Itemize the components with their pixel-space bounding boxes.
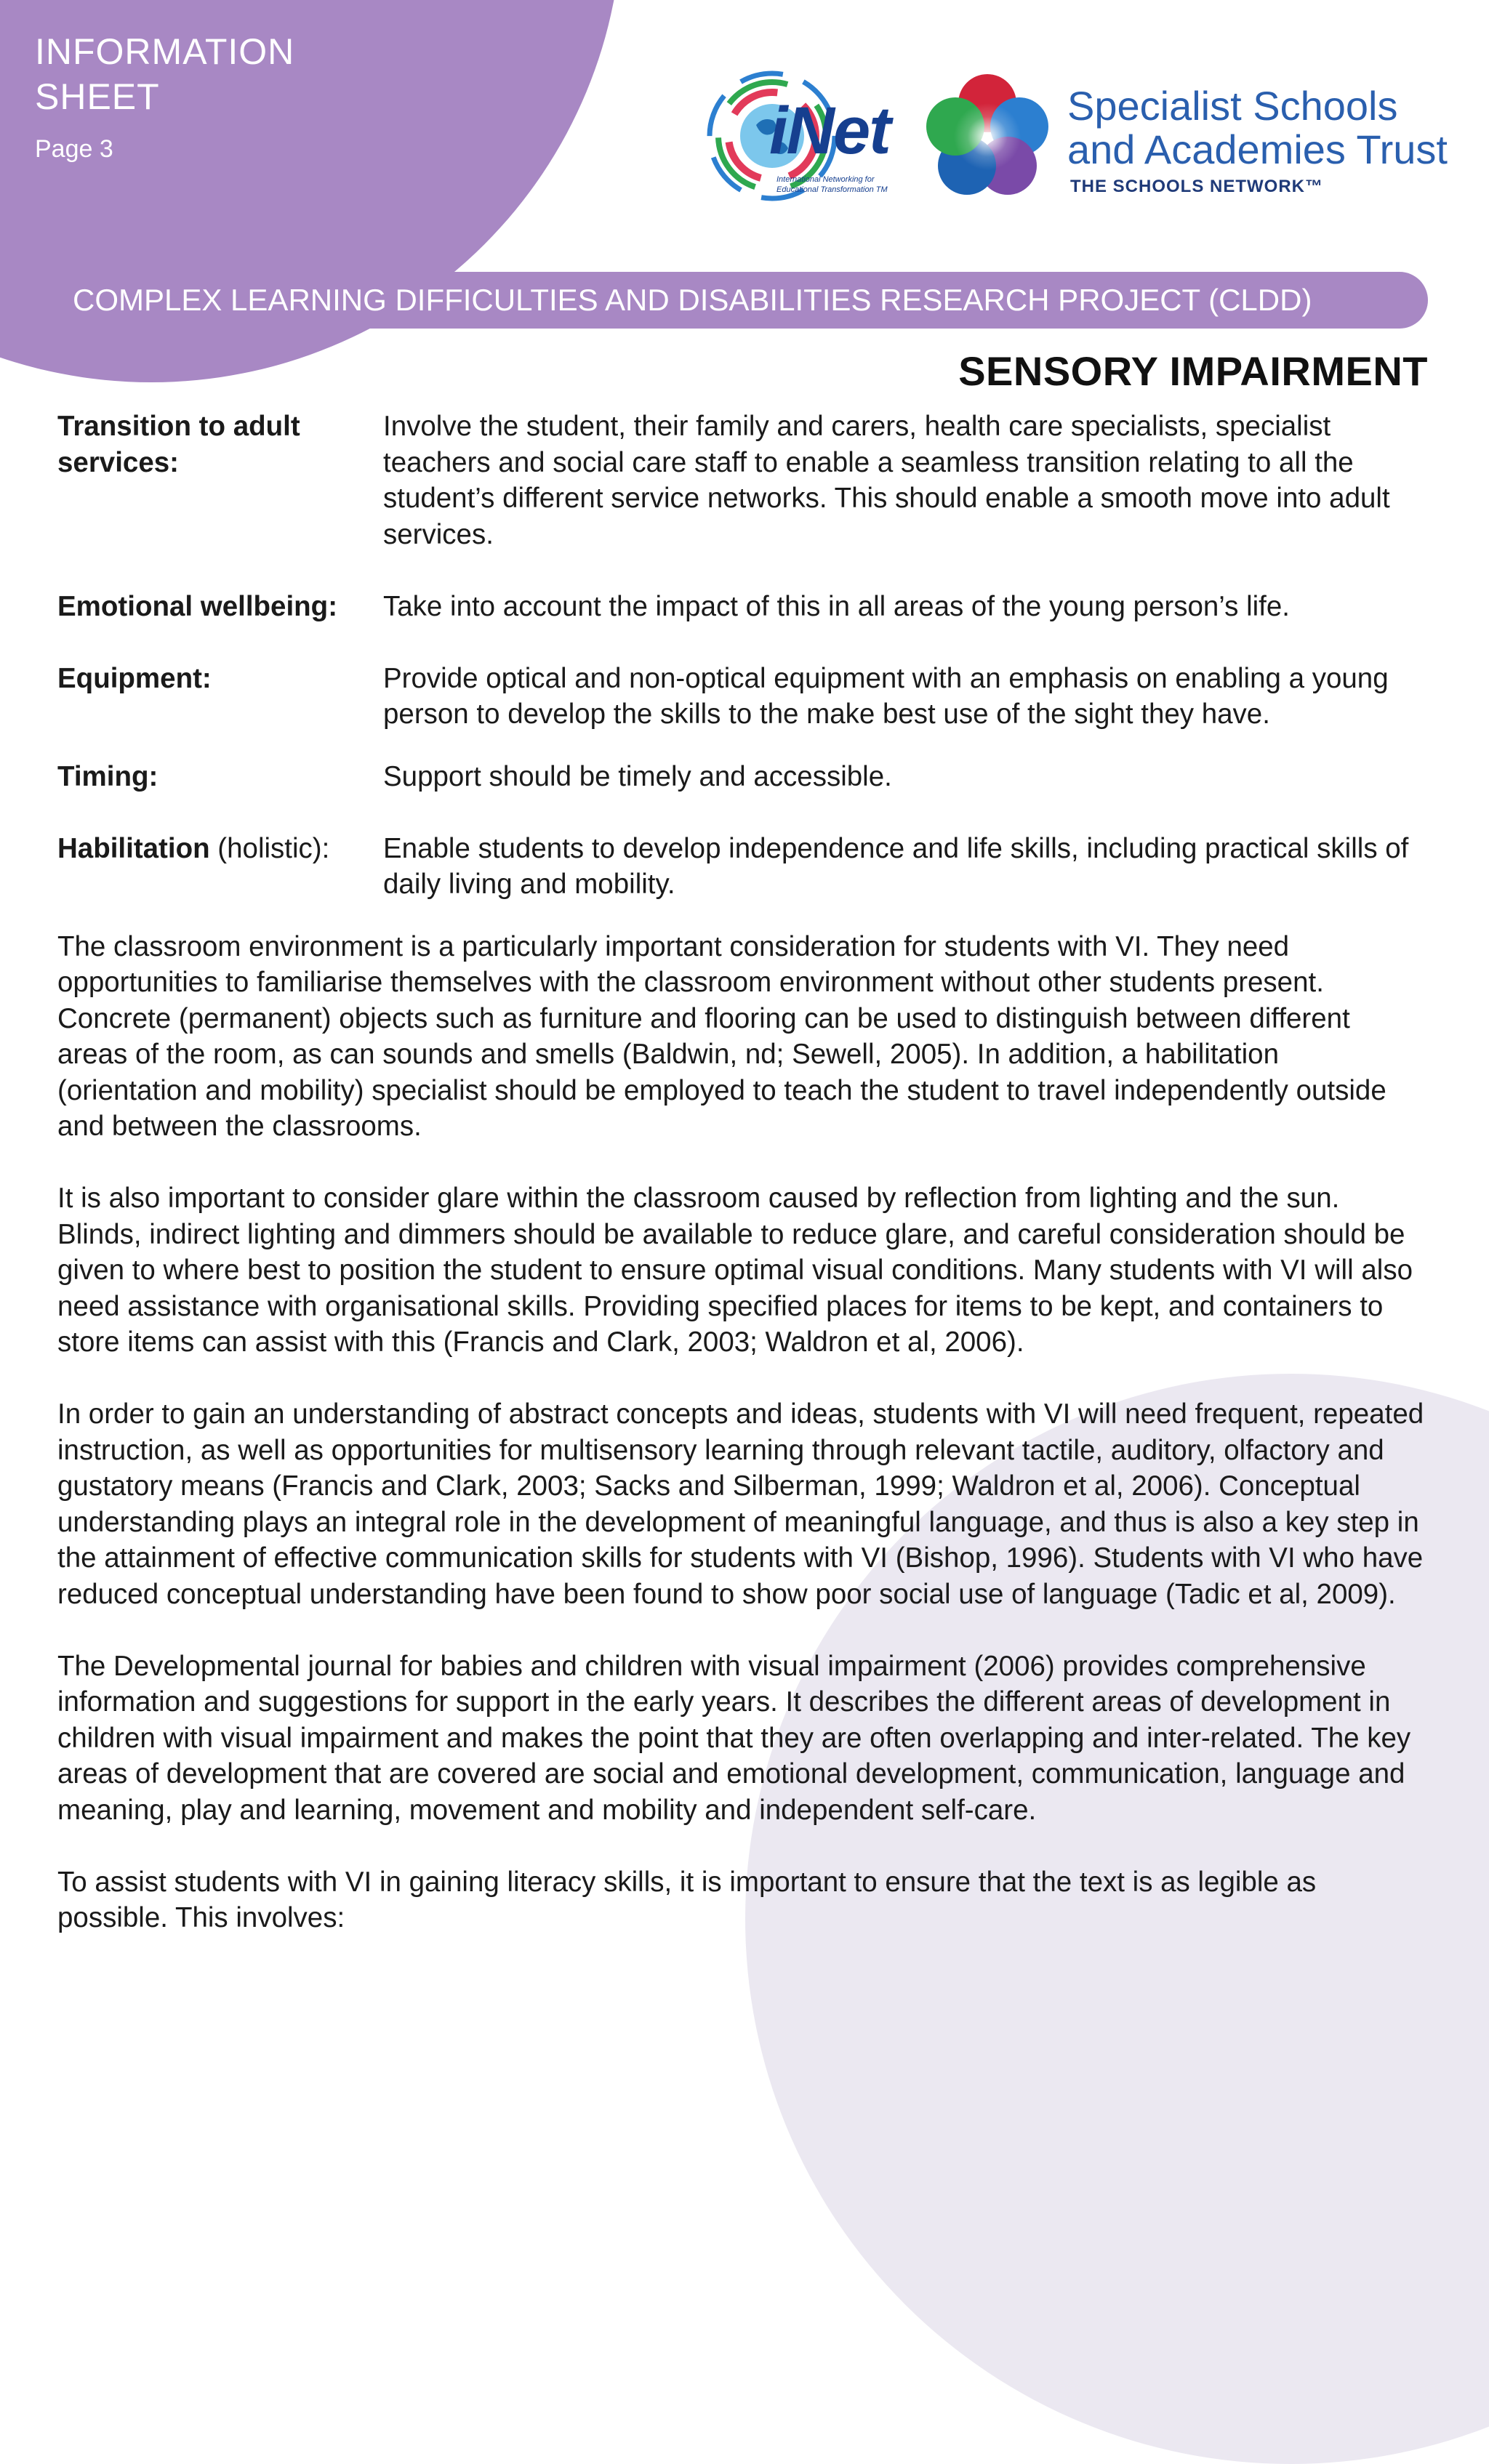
paragraph: To assist students with VI in gaining literacy skills, it is important to ensure that the text is as legible as possible. This involves:	[57, 1866, 1317, 1933]
inet-wordmark: iNet	[769, 94, 890, 168]
paragraph: The Developmental journal for babies and children with visual impairment (2006) provides comprehensive information and suggestions for support in the early years. It describes the different areas of development in children with visual impairment and makes the point that they are often overlapping and inter-related. The key areas of development that are covered are social and emotional development, communication, language and meaning, play and learning, movement and mobility and independent self-care.	[57, 1650, 1411, 1826]
definition-term: Equipment:	[57, 662, 212, 694]
ssat-name: Specialist Schools and Academies Trust	[1067, 83, 1448, 172]
paragraph: The classroom environment is a particularly important consideration for students with VI. They need opportunities to familiarise themselves with the classroom environment without other students present. Concrete (permanent) objects such as furniture and flooring can be used to distinguish between different areas of the room, as can sounds and smells (Baldwin, nd; Sewell, 2005). In addition, a habilitation (orientation and mobility) specialist should be employed to teach the student to travel independently outside and between the classrooms.	[57, 930, 1386, 1142]
definition-description: Support should be timely and accessible.	[383, 760, 892, 792]
definition-description: Provide optical and non-optical equipment with an emphasis on enabling a young person to develop the skills to the make best use of the sight they have.	[383, 662, 1389, 730]
definition-term: Habilitation (holistic):	[57, 832, 330, 864]
page-title: SENSORY IMPAIRMENT	[958, 348, 1428, 394]
content	[57, 408, 1424, 1936]
ssat-network-label: THE SCHOOLS NETWORK™	[1070, 177, 1323, 196]
definition-row	[57, 661, 1424, 733]
project-banner	[44, 272, 1428, 329]
inet-logo	[705, 67, 894, 205]
page-number: Page 3	[35, 135, 113, 163]
definition-row	[57, 831, 1424, 903]
definition-term: Timing:	[57, 760, 158, 792]
definition-term: Emotional wellbeing:	[57, 590, 338, 622]
definition-description: Enable students to develop independence and life skills, including practical skills of daily living and mobility.	[383, 832, 1409, 900]
definition-description: Involve the student, their family and carers, health care specialists, specialist teachers and social care staff to enable a seamless transition relating to all the student’s different service networks. This should enable a smooth move into adult services.	[383, 411, 1390, 550]
definition-row	[57, 759, 1424, 795]
definition-row	[57, 589, 1424, 625]
paragraph: It is also important to consider glare within the classroom caused by reflection from lighting and the sun. Blinds, indirect lighting and dimmers should be available to reduce glare, and careful consideration should be given to where best to position the student to ensure optimal visual conditions. Many students with VI will also need assistance with organisational skills. Providing specified places for items to be kept, and containers to store items can assist with this (Francis and Clark, 2003; Waldron et al, 2006).	[57, 1183, 1413, 1358]
info-sheet-label	[35, 29, 294, 119]
ssat-flower-icon	[922, 71, 1053, 202]
body-text	[57, 929, 1424, 1936]
definition-term: Transition to adult services:	[57, 411, 300, 478]
inet-tagline: International Networking for Educational Transformation TM	[776, 175, 888, 194]
info-line-1: INFORMATION	[35, 31, 295, 72]
banner-text: COMPLEX LEARNING DIFFICULTIES AND DISABILITIES RESEARCH PROJECT (CLDD)	[73, 283, 1312, 317]
info-line-2: SHEET	[35, 76, 160, 117]
paragraph: In order to gain an understanding of abstract concepts and ideas, students with VI will need frequent, repeated instruction, as well as opportunities for multisensory learning through relevant tactile, auditory, olfactory and gustatory means (Francis and Clark, 2003; Sacks and Silberman, 1999; Waldron et al, 2006). Conceptual understanding plays an integral role in the development of meaningful language, and thus is also a key step in the attainment of effective communication skills for students with VI (Bishop, 1996). Students with VI who have reduced conceptual understanding have been found to show poor social use of language (Tadic et al, 2009).	[57, 1398, 1424, 1610]
definition-row	[57, 408, 1424, 552]
definition-description: Take into account the impact of this in all areas of the young person’s life.	[383, 590, 1290, 622]
